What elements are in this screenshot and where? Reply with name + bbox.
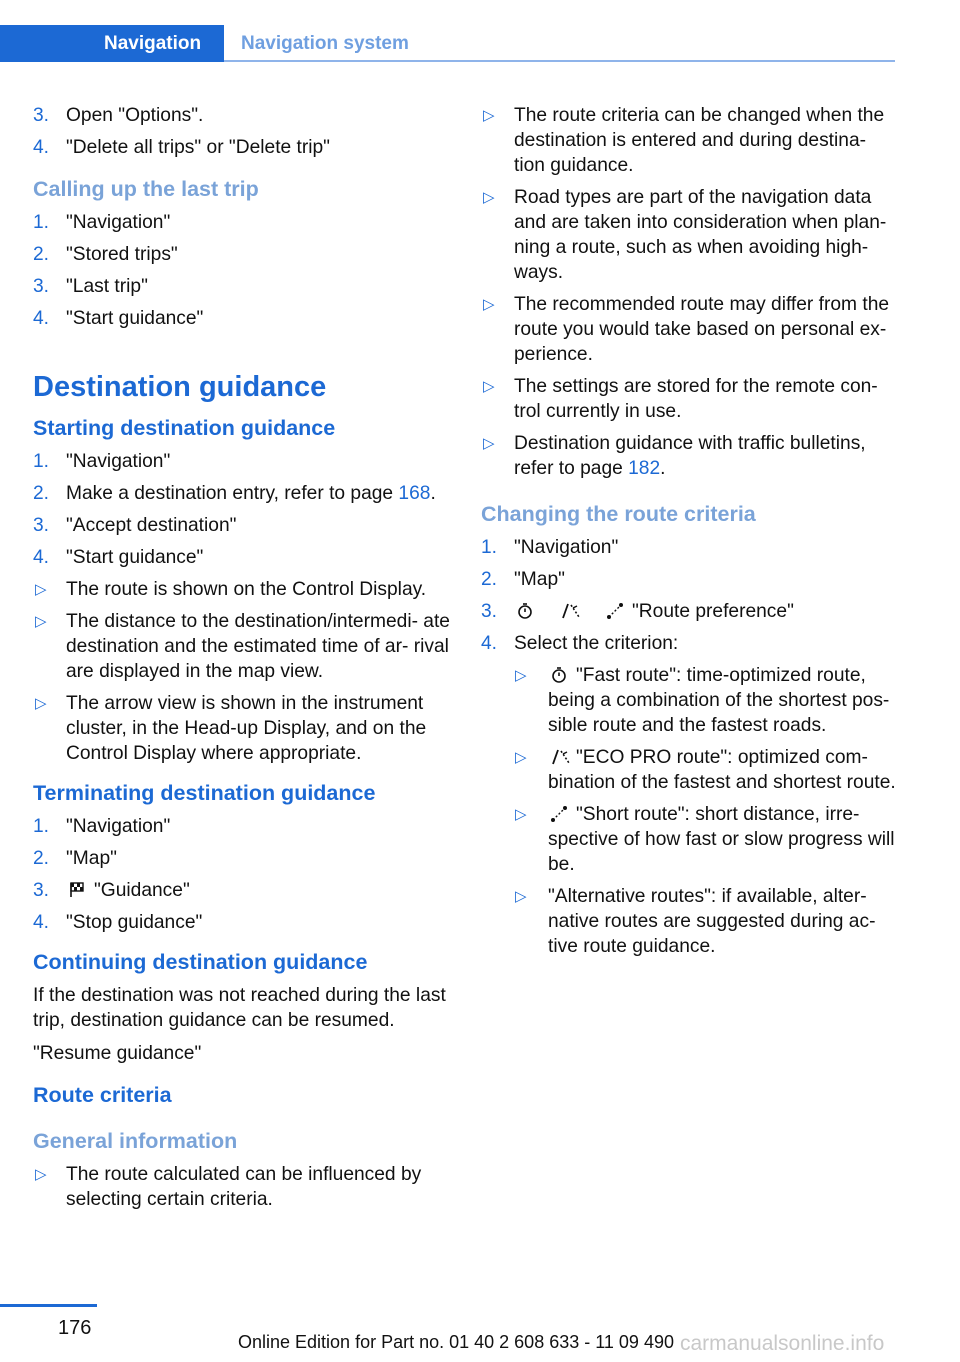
route-criteria-heading: Route criteria bbox=[33, 1083, 172, 1107]
item-text: The route criteria can be changed when the destination is entered and during destina‐ tion guidance. bbox=[514, 105, 885, 176]
continuing-text: If the destination was not reached during the last trip, destination guidance can be resumed. bbox=[33, 985, 446, 1031]
step-number: 4. bbox=[33, 308, 50, 329]
numbered-step bbox=[33, 210, 453, 235]
bullet-item bbox=[481, 292, 899, 367]
terminating-steps-list bbox=[33, 814, 453, 935]
step-number: 4. bbox=[481, 633, 498, 654]
step-number: 2. bbox=[33, 483, 50, 504]
left-column bbox=[33, 103, 453, 1219]
bullet-triangle-icon: ▷ bbox=[483, 378, 495, 395]
bullet-item bbox=[481, 431, 899, 481]
item-text: "ECO PRO route": optimized com‐ bination of the fastest and shortest route. bbox=[548, 747, 896, 793]
step-number: 4. bbox=[33, 137, 50, 158]
bullet-item bbox=[481, 103, 899, 178]
bullet-item bbox=[481, 745, 899, 795]
numbered-step bbox=[481, 631, 899, 656]
bullet-triangle-icon: ▷ bbox=[35, 581, 47, 598]
item-text: "Navigation" bbox=[66, 816, 171, 837]
numbered-step bbox=[33, 449, 453, 474]
terminating-heading: Terminating destination guidance bbox=[33, 781, 376, 805]
bullet-triangle-icon: ▷ bbox=[515, 749, 527, 766]
watermark: carmanualsonline.info bbox=[680, 1332, 885, 1355]
numbered-step bbox=[33, 545, 453, 570]
starting-steps-list bbox=[33, 449, 453, 570]
bullet-item bbox=[481, 374, 899, 424]
general-bullets-list bbox=[33, 1162, 453, 1212]
step-number: 1. bbox=[33, 816, 50, 837]
item-text: Make a destination entry, refer to page bbox=[66, 483, 399, 504]
footer-rule bbox=[0, 1304, 97, 1307]
item-text: The route is shown on the Control Display. bbox=[66, 579, 427, 600]
bullet-item bbox=[481, 884, 899, 959]
item-text: The recommended route may differ from the route you would take based on personal ex‐ perience. bbox=[514, 294, 890, 365]
edition-text: Online Edition for Part no. 01 40 2 608 633 - 11 09 490 bbox=[238, 1332, 674, 1352]
item-text: "Start guidance" bbox=[66, 308, 204, 329]
short-route-icon bbox=[550, 805, 568, 823]
numbered-step bbox=[481, 567, 899, 592]
item-text: The arrow view is shown in the instrument cluster, in the Head-up Display, and on the Control Display where appropriate. bbox=[66, 693, 427, 764]
stopwatch-icon bbox=[516, 602, 534, 620]
stopwatch-icon bbox=[550, 666, 568, 684]
calling-heading: Calling up the last trip bbox=[33, 177, 259, 201]
item-text: "Short route": short distance, irre‐ spective of how fast or slow progress will be. bbox=[548, 804, 895, 875]
numbered-step bbox=[33, 103, 453, 128]
bullet-triangle-icon: ▷ bbox=[35, 1166, 47, 1183]
item-text: "Navigation" bbox=[514, 537, 619, 558]
bullet-item bbox=[481, 802, 899, 877]
item-text: "Fast route": time-optimized route, being a combination of the shortest pos‐ sible route and the fastest roads. bbox=[548, 665, 890, 736]
item-text: Destination guidance with traffic bulletins, refer to page bbox=[514, 433, 866, 479]
bullet-triangle-icon: ▷ bbox=[483, 107, 495, 124]
item-text: "Navigation" bbox=[66, 451, 171, 472]
short-route-icon bbox=[606, 602, 624, 620]
item-text: Road types are part of the navigation data and are taken into consideration when plan‐ ning a route, such as when avoiding high‐ ways. bbox=[514, 187, 887, 283]
item-text: "Map" bbox=[66, 848, 117, 869]
eco-route-icon bbox=[550, 748, 568, 766]
numbered-step bbox=[33, 242, 453, 267]
numbered-step bbox=[33, 814, 453, 839]
item-text: "Guidance" bbox=[94, 880, 190, 901]
guidance-flag-icon bbox=[68, 881, 86, 899]
step-number: 1. bbox=[33, 451, 50, 472]
bullet-item bbox=[481, 663, 899, 738]
item-text: "Last trip" bbox=[66, 276, 148, 297]
bullet-item bbox=[481, 185, 899, 285]
changing-steps-list bbox=[481, 535, 899, 656]
item-text: . bbox=[660, 458, 666, 479]
page-header bbox=[0, 25, 895, 62]
step-number: 2. bbox=[33, 244, 50, 265]
item-text: The distance to the destination/intermedi‐ ate destination and the estimated time of ar‐ rival are displayed in the map view. bbox=[66, 611, 450, 682]
right-column bbox=[481, 103, 899, 966]
starting-bullets-list bbox=[33, 577, 453, 766]
item-text: "Stop guidance" bbox=[66, 912, 203, 933]
general-info-heading: General information bbox=[33, 1129, 238, 1153]
route-notes-list bbox=[481, 103, 899, 481]
numbered-step bbox=[33, 481, 453, 506]
bullet-item bbox=[33, 577, 453, 602]
calling-steps-list bbox=[33, 210, 453, 331]
numbered-step bbox=[481, 535, 899, 560]
bullet-triangle-icon: ▷ bbox=[483, 189, 495, 206]
item-text: "Route preference" bbox=[632, 601, 794, 622]
item-text: Open "Options". bbox=[66, 105, 204, 126]
step-number: 3. bbox=[33, 276, 50, 297]
bullet-item bbox=[33, 691, 453, 766]
step-number: 1. bbox=[481, 537, 498, 558]
numbered-step bbox=[33, 878, 453, 903]
numbered-step bbox=[33, 910, 453, 935]
bullet-triangle-icon: ▷ bbox=[483, 435, 495, 452]
resume-guidance-text: "Resume guidance" bbox=[33, 1043, 202, 1064]
step-number: 3. bbox=[33, 515, 50, 536]
numbered-step bbox=[33, 513, 453, 538]
delete-steps-list bbox=[33, 103, 453, 160]
item-text: "Accept destination" bbox=[66, 515, 237, 536]
numbered-step bbox=[33, 306, 453, 331]
bullet-triangle-icon: ▷ bbox=[483, 296, 495, 313]
step-number: 1. bbox=[33, 212, 50, 233]
step-number: 2. bbox=[481, 569, 498, 590]
destination-guidance-heading: Destination guidance bbox=[33, 371, 327, 403]
eco-route-icon bbox=[560, 602, 582, 620]
bullet-triangle-icon: ▷ bbox=[515, 806, 527, 823]
item-text: "Navigation" bbox=[66, 212, 171, 233]
bullet-item bbox=[33, 609, 453, 684]
page-number: 176 bbox=[58, 1317, 92, 1339]
numbered-step bbox=[33, 135, 453, 160]
item-text: "Delete all trips" or "Delete trip" bbox=[66, 137, 330, 158]
item-text: The route calculated can be influenced by selecting certain criteria. bbox=[66, 1164, 422, 1210]
page-reference-link[interactable]: 168 bbox=[398, 483, 431, 504]
numbered-step bbox=[33, 846, 453, 871]
item-text: "Alternative routes": if available, alter‐ native routes are suggested during ac‐ tive route guidance. bbox=[548, 886, 876, 957]
bullet-triangle-icon: ▷ bbox=[515, 667, 527, 684]
item-text: . bbox=[430, 483, 436, 504]
numbered-step bbox=[33, 274, 453, 299]
continuing-heading: Continuing destination guidance bbox=[33, 950, 368, 974]
chapter-tab[interactable]: Navigation bbox=[0, 25, 224, 62]
item-text: Select the criterion: bbox=[514, 633, 679, 654]
bullet-item bbox=[33, 1162, 453, 1212]
item-text: "Start guidance" bbox=[66, 547, 204, 568]
changing-heading: Changing the route criteria bbox=[481, 502, 756, 526]
starting-heading: Starting destination guidance bbox=[33, 416, 336, 440]
header-rule bbox=[224, 60, 895, 62]
section-title[interactable]: Navigation system bbox=[241, 33, 409, 54]
step-number: 3. bbox=[33, 880, 50, 901]
bullet-triangle-icon: ▷ bbox=[35, 695, 47, 712]
step-number: 3. bbox=[33, 105, 50, 126]
item-text: The settings are stored for the remote con‐ trol currently in use. bbox=[514, 376, 878, 422]
criteria-list bbox=[481, 663, 899, 959]
step-number: 4. bbox=[33, 912, 50, 933]
page-reference-link[interactable]: 182 bbox=[628, 458, 661, 479]
step-number: 2. bbox=[33, 848, 50, 869]
item-text: "Stored trips" bbox=[66, 244, 178, 265]
bullet-triangle-icon: ▷ bbox=[515, 888, 527, 905]
step-number: 4. bbox=[33, 547, 50, 568]
item-text: "Map" bbox=[514, 569, 565, 590]
numbered-step bbox=[481, 599, 899, 624]
bullet-triangle-icon: ▷ bbox=[35, 613, 47, 630]
step-number: 3. bbox=[481, 601, 498, 622]
